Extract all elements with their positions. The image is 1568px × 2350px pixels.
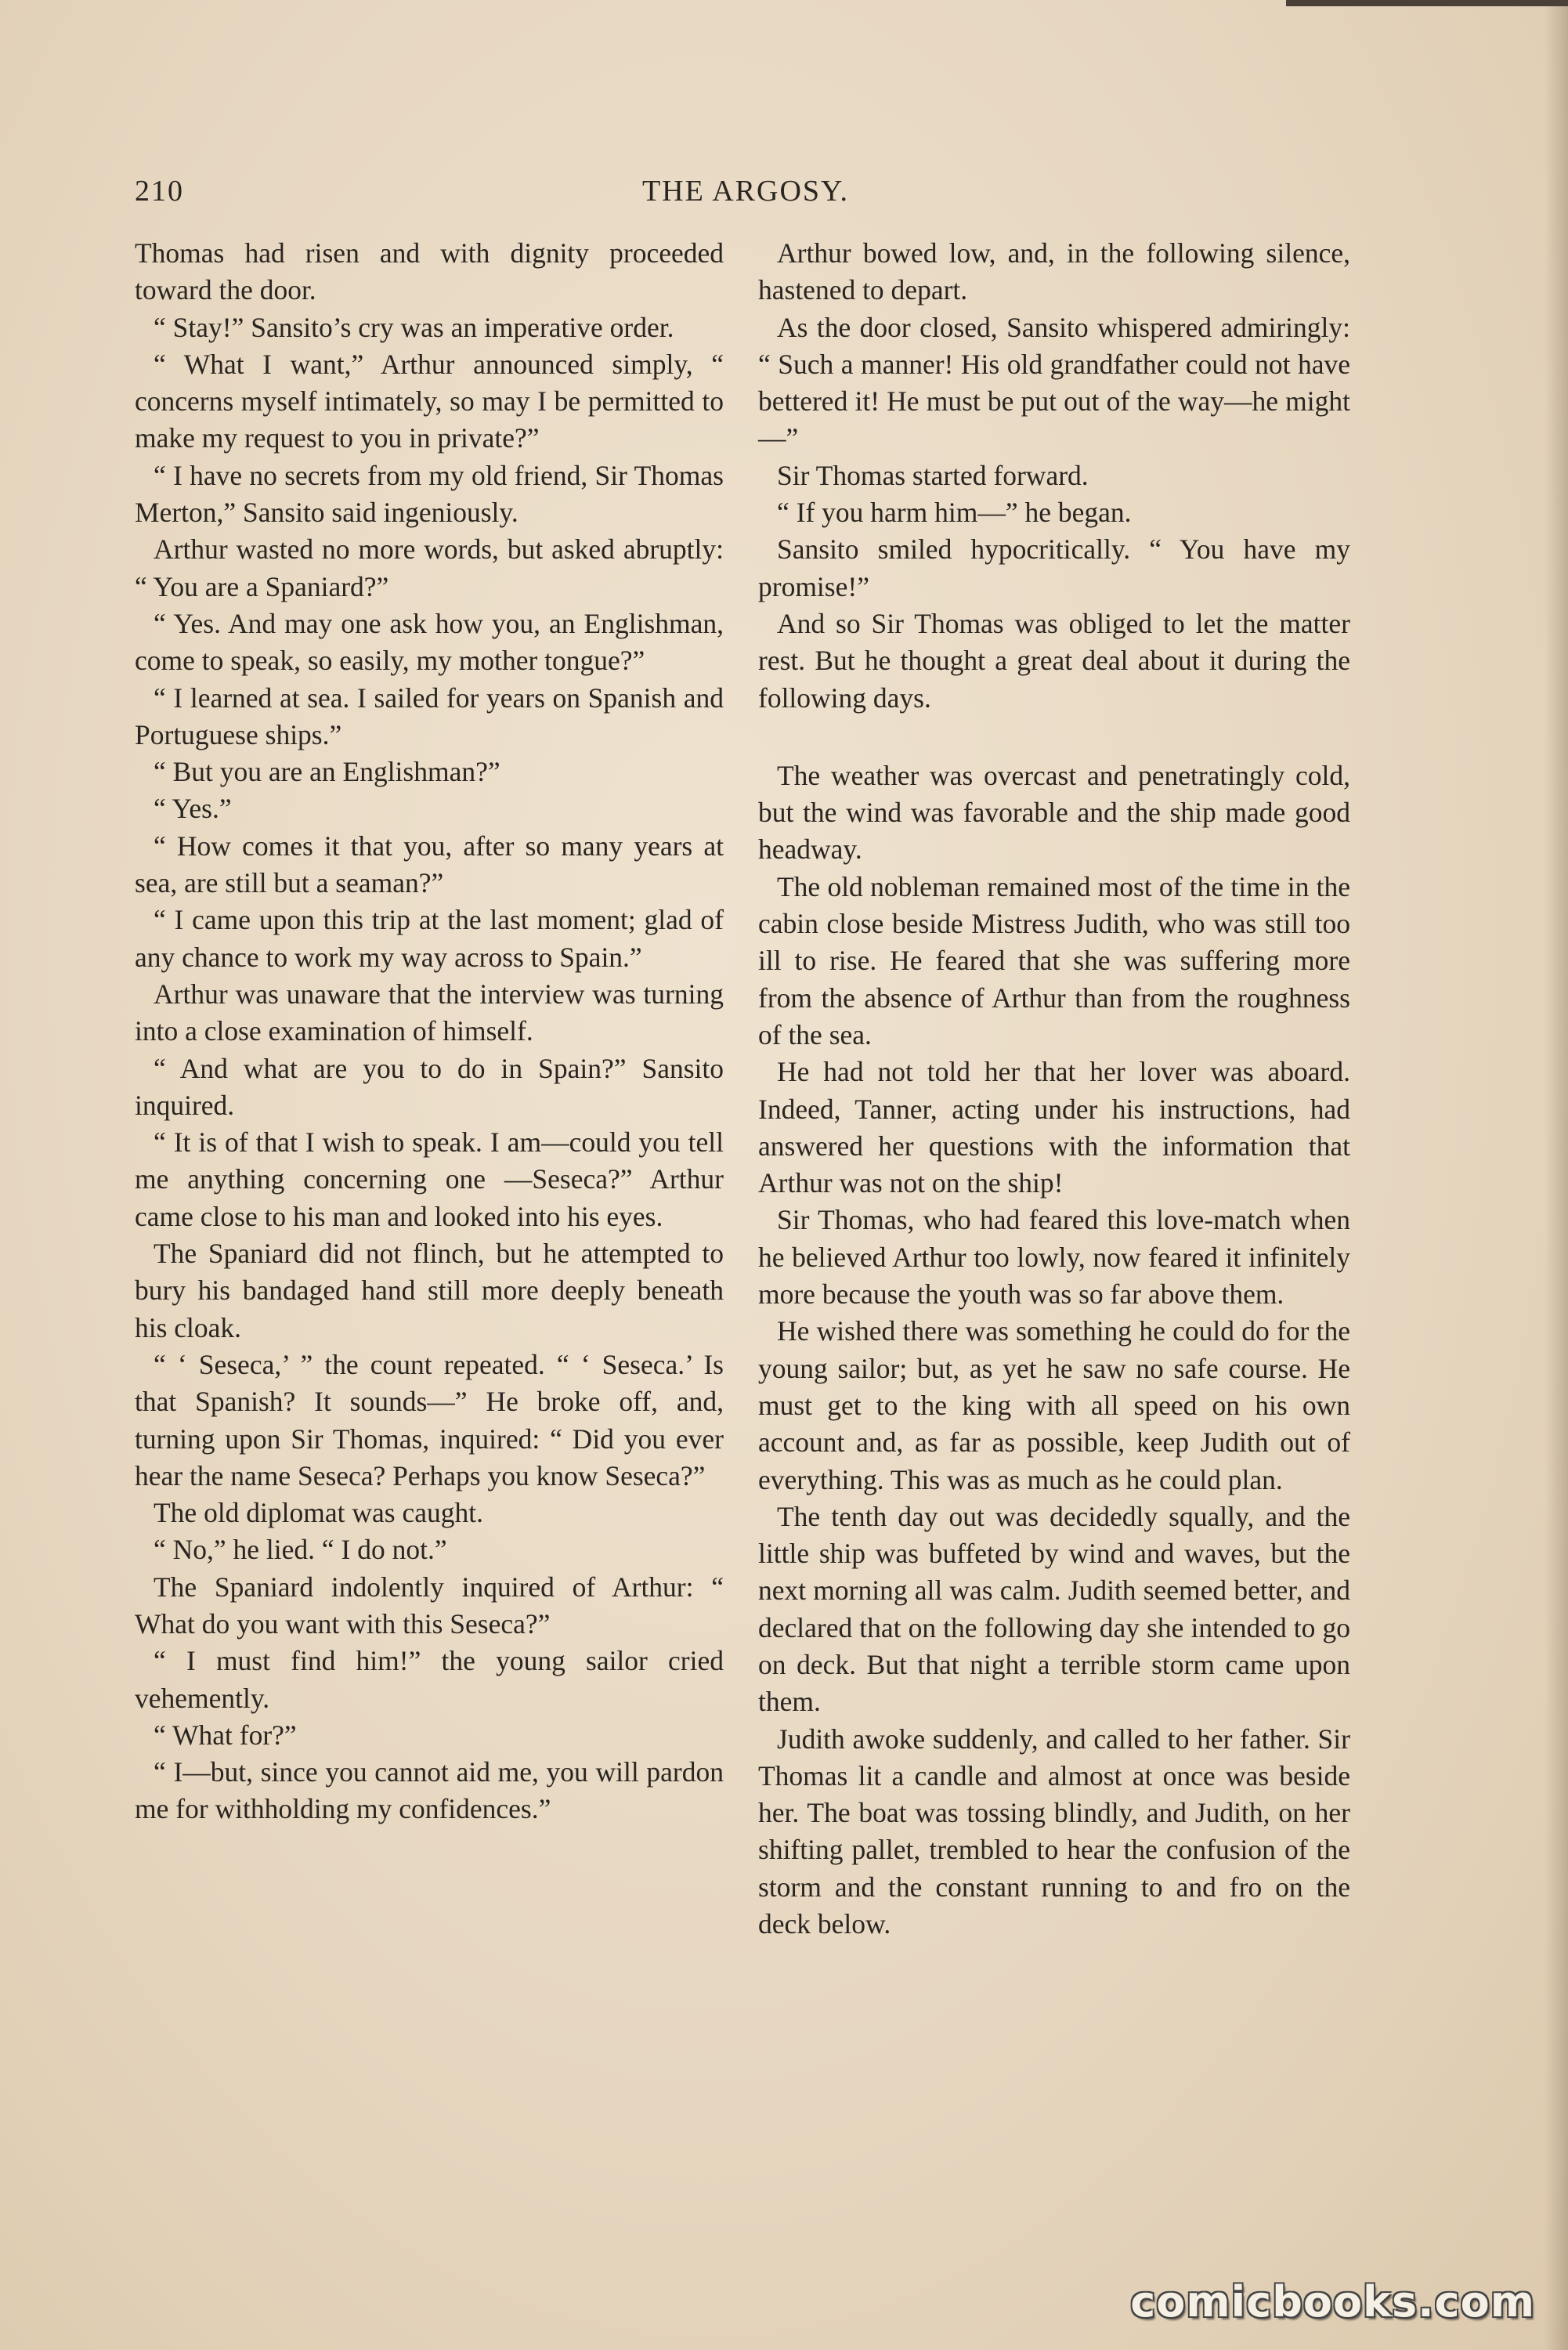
- paragraph: Arthur bowed low, and, in the following silence, hastened to depart.: [758, 237, 1350, 306]
- right-column: [758, 235, 1350, 1943]
- paragraph: Sir Thomas, who had feared this love-match when he believed Arthur too lowly, now feared it infinitely more because the youth was so far above them.: [758, 1204, 1350, 1311]
- left-column: [135, 235, 724, 1828]
- paragraph: As the door closed, Sansito whispered admiringly: “ Such a manner! His old grandfather could not have bettered it! He must be put out of the way—he might—”: [758, 311, 1350, 454]
- paragraph: He wished there was something he could do for the young sailor; but, as yet he saw no safe course. He must get to the king with all speed on his own account and, as far as possible, keep Judith out of everything. This was as much as he could plan.: [758, 1315, 1350, 1495]
- paragraph: “ What for?”: [154, 1719, 297, 1751]
- section-break: [758, 717, 1350, 757]
- paragraph: “ I learned at sea. I sailed for years on Spanish and Portuguese ships.”: [135, 682, 724, 750]
- paragraph: Arthur was unaware that the interview was turning into a close examination of himself.: [135, 978, 724, 1047]
- paragraph: “ I—but, since you cannot aid me, you will pardon me for withholding my confidences.”: [135, 1756, 724, 1825]
- paragraph: “ No,” he lied. “ I do not.”: [154, 1534, 447, 1566]
- top-edge-mark: [1286, 0, 1568, 6]
- paragraph: Arthur wasted no more words, but asked abruptly: “ You are a Spaniard?”: [135, 533, 724, 602]
- paragraph: “ Yes.”: [154, 793, 232, 825]
- paragraph: The tenth day out was decidedly squally, and the little ship was buffeted by wind and waves, but the next morning all was calm. Judith seemed better, and declared that on the following day she intended to go on deck. But that night a terrible storm came upon them.: [758, 1500, 1350, 1718]
- paragraph: “ Stay!” Sansito’s cry was an imperative order.: [154, 311, 674, 343]
- paragraph: “ But you are an Englishman?”: [154, 756, 500, 788]
- paragraph: And so Sir Thomas was obliged to let the matter rest. But he thought a great deal about it during the following days.: [758, 607, 1350, 714]
- page-edge-shadow: [1545, 0, 1568, 2350]
- running-title: THE ARGOSY.: [641, 175, 850, 208]
- paragraph: Thomas had risen and with dignity proceeded toward the door.: [135, 237, 724, 306]
- paragraph: The old nobleman remained most of the time in the cabin close beside Mistress Judith, who was still too ill to rise. He feared that she was suffering more from the absence of Arthur than from the roughness of the sea.: [758, 870, 1350, 1050]
- paragraph: The weather was overcast and penetratingly cold, but the wind was favorable and the ship made good headway.: [758, 759, 1350, 866]
- paragraph: “ It is of that I wish to speak. I am—could you tell me anything concerning one —Seseca?” Arthur came close to his man and looked into his eyes.: [135, 1126, 724, 1232]
- paragraph: “ How comes it that you, after so many years at sea, are still but a seaman?”: [135, 830, 724, 899]
- paragraph: “ I have no secrets from my old friend, Sir Thomas Merton,” Sansito said ingeniously.: [135, 459, 724, 529]
- paragraph: Sir Thomas started forward.: [777, 459, 1089, 491]
- paragraph: “ I must find him!” the young sailor cried vehemently.: [135, 1645, 724, 1714]
- paragraph: The Spaniard did not flinch, but he attempted to bury his bandaged hand still more deeply beneath his cloak.: [135, 1238, 724, 1343]
- paragraph: “ ‘ Seseca,’ ” the count repeated. “ ‘ Seseca.’ Is that Spanish? It sounds—” He broke off, and, turning upon Sir Thomas, inquired: “ Did you ever hear the name Seseca? Perhaps you know Seseca?”: [135, 1348, 724, 1491]
- page-number: 210: [135, 175, 184, 208]
- page-header: [135, 174, 1357, 221]
- paragraph: He had not told her that her lover was aboard. Indeed, Tanner, acting under his instructions, had answered her questions with the information that Arthur was not on the ship!: [758, 1056, 1350, 1199]
- paragraph: “ And what are you to do in Spain?” Sansito inquired.: [135, 1052, 724, 1121]
- paragraph: “ What I want,” Arthur announced simply, “ concerns myself intimately, so may I be permitted to make my request to you in private?”: [135, 348, 724, 454]
- paragraph: Judith awoke suddenly, and called to her father. Sir Thomas lit a candle and almost at once was beside her. The boat was tossing blindly, and Judith, on her shifting pallet, trembled to hear the confusion of the storm and the constant running to and fro on the deck below.: [758, 1723, 1350, 1940]
- paragraph: “ I came upon this trip at the last moment; glad of any chance to work my way across to Spain.”: [135, 904, 724, 973]
- paragraph: The Spaniard indolently inquired of Arthur: “ What do you want with this Seseca?”: [135, 1571, 724, 1640]
- paragraph: “ If you harm him—” he began.: [777, 497, 1132, 529]
- paragraph: The old diplomat was caught.: [154, 1497, 483, 1529]
- paragraph: Sansito smiled hypocritically. “ You have my promise!”: [758, 533, 1350, 602]
- watermark-logo: comicbooks.com: [1130, 2277, 1535, 2326]
- paragraph: “ Yes. And may one ask how you, an Englishman, come to speak, so easily, my mother tongue?”: [135, 607, 724, 677]
